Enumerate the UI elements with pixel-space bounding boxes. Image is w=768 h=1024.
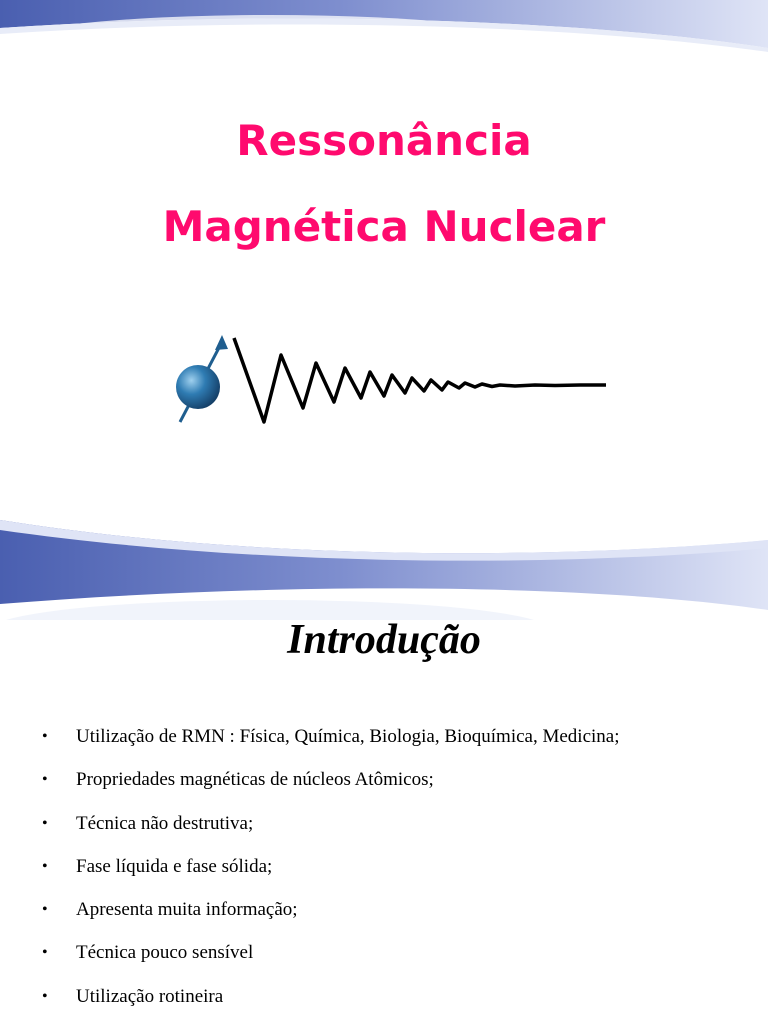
title-line-2: Magnética Nuclear bbox=[162, 202, 606, 251]
list-item bbox=[40, 895, 620, 938]
list-item bbox=[40, 852, 620, 895]
header-swoosh bbox=[0, 0, 768, 100]
list-item-text: Técnica não destrutiva; bbox=[76, 812, 254, 834]
slide-introduction bbox=[0, 520, 768, 1024]
intro-bullet-list bbox=[40, 722, 620, 1024]
header-swoosh bbox=[0, 520, 768, 620]
list-item-text: Fase líquida e fase sólida; bbox=[76, 855, 273, 877]
list-item bbox=[40, 982, 620, 1024]
list-item bbox=[40, 809, 620, 852]
bullet-icon: • bbox=[42, 987, 48, 1005]
list-item bbox=[40, 722, 620, 765]
list-item-text: Técnica pouco sensível bbox=[76, 942, 254, 964]
bullet-icon: • bbox=[42, 771, 48, 789]
list-item-text: Propriedades magnéticas de núcleos Atômicos; bbox=[76, 769, 434, 791]
bullet-icon: • bbox=[42, 814, 48, 832]
title-line-1: Ressonância bbox=[236, 116, 532, 165]
list-item bbox=[40, 938, 620, 981]
bullet-icon: • bbox=[42, 944, 48, 962]
bullet-icon: • bbox=[42, 901, 48, 919]
page-title: Introdução bbox=[287, 617, 481, 663]
bullet-icon: • bbox=[42, 857, 48, 875]
list-item-text: Utilização de RMN : Física, Química, Biologia, Bioquímica, Medicina; bbox=[76, 726, 620, 747]
spin-nucleus-with-fid-decay-icon bbox=[170, 330, 620, 430]
spin-nucleus-sphere bbox=[176, 335, 228, 422]
list-item-text: Apresenta muita informação; bbox=[76, 899, 298, 921]
bullet-icon: • bbox=[42, 728, 48, 745]
list-item-text: Utilização rotineira bbox=[76, 985, 224, 1007]
list-item bbox=[40, 765, 620, 808]
fid-decay-wave bbox=[234, 338, 606, 422]
